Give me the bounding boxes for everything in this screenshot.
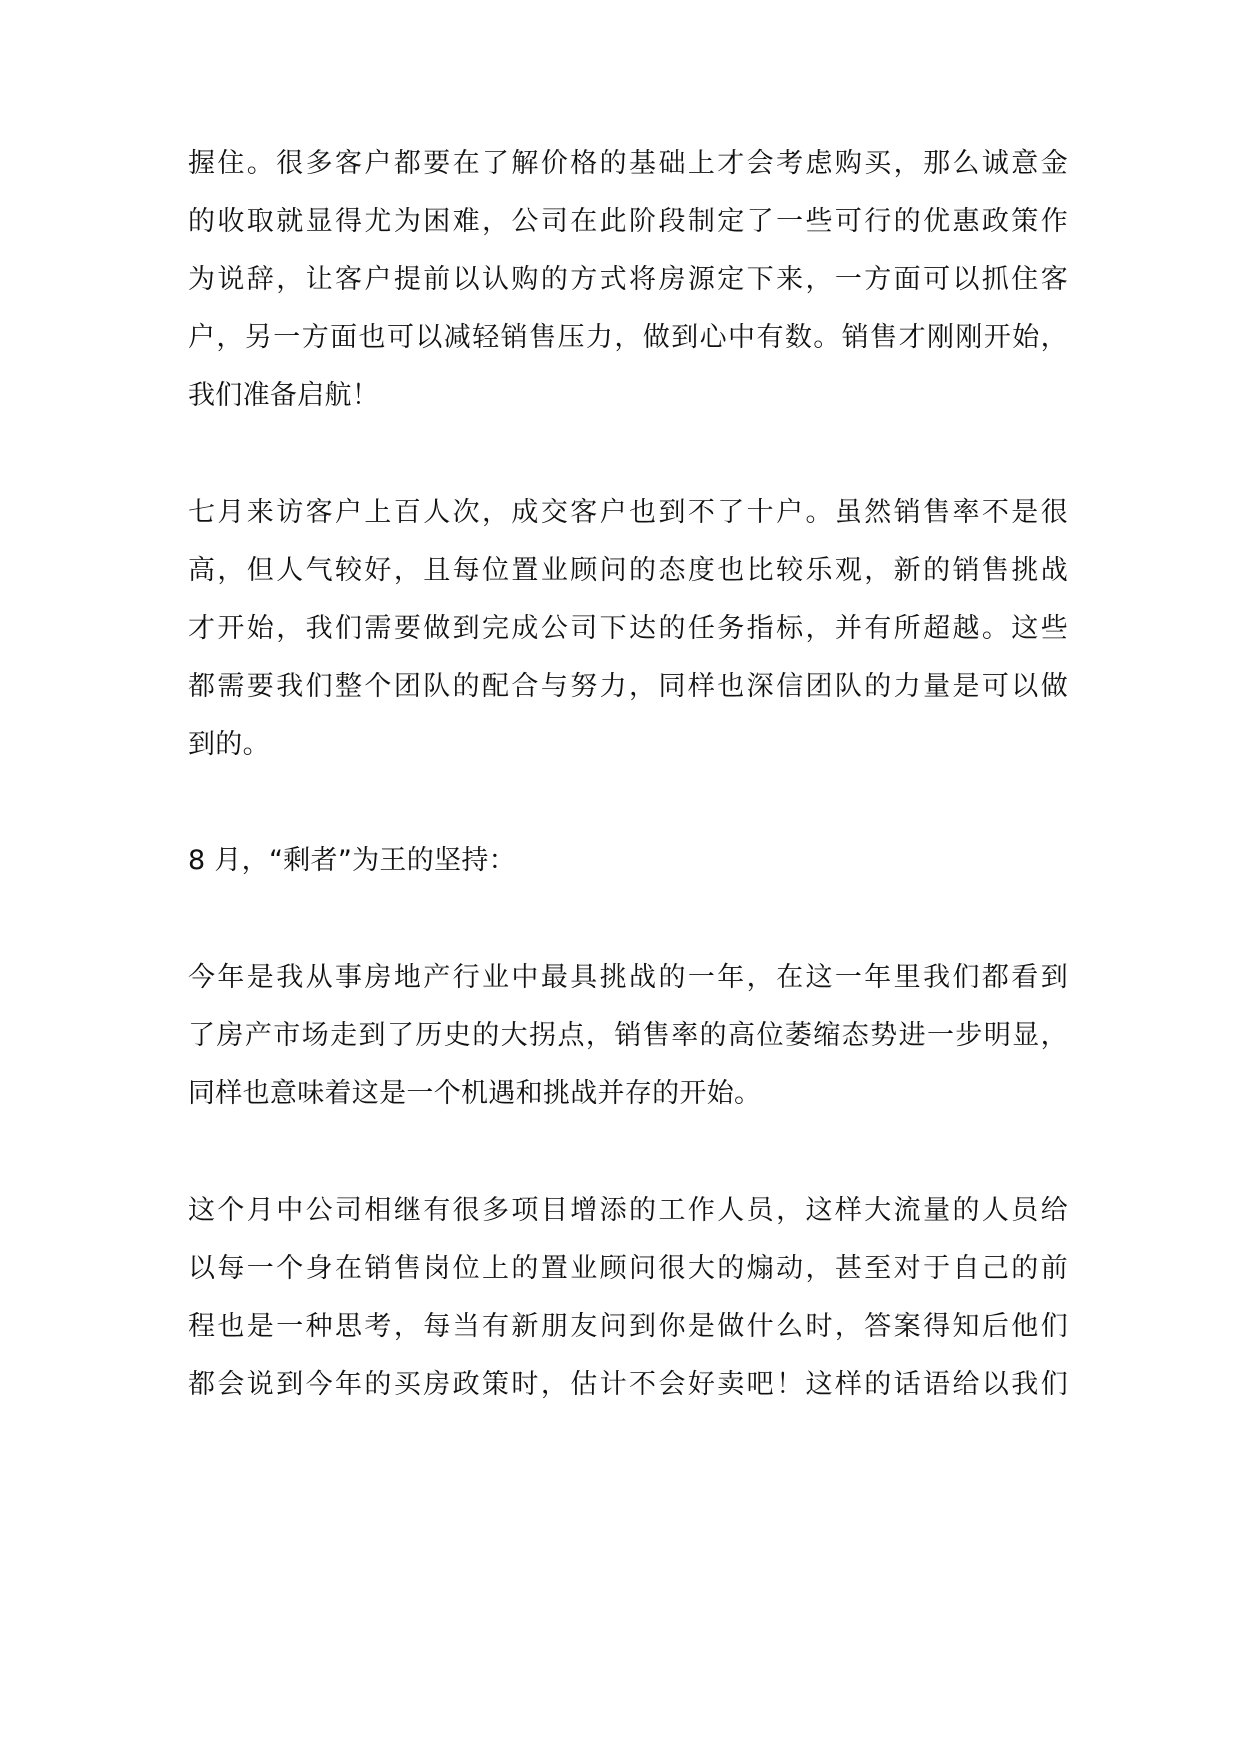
section-heading-august: 8 月，“剩者”为王的坚持：	[188, 845, 516, 876]
paragraph-1-line-2: 的收取就显得尤为困难，公司在此阶段制定了一些可行的优惠政策作	[188, 206, 1068, 237]
paragraph-4-line-1: 今年是我从事房地产行业中最具挑战的一年，在这一年里我们都看到	[188, 962, 1068, 993]
paragraph-2-line-3: 才开始，我们需要做到完成公司下达的任务指标，并有所超越。这些	[188, 613, 1068, 644]
paragraph-1-line-4: 户，另一方面也可以减轻销售压力，做到心中有数。销售才刚刚开始，	[188, 322, 1068, 353]
paragraph-1-line-1: 握住。很多客户都要在了解价格的基础上才会考虑购买，那么诚意金	[188, 148, 1068, 179]
paragraph-5-line-3: 程也是一种思考，每当有新朋友问到你是做什么时，答案得知后他们	[188, 1311, 1068, 1342]
paragraph-2-line-5: 到的。	[188, 729, 270, 760]
paragraph-4-line-3: 同样也意味着这是一个机遇和挑战并存的开始。	[188, 1078, 762, 1109]
paragraph-5-line-1: 这个月中公司相继有很多项目增添的工作人员，这样大流量的人员给	[188, 1195, 1068, 1226]
paragraph-5-line-4: 都会说到今年的买房政策时，估计不会好卖吧！这样的话语给以我们	[188, 1369, 1068, 1400]
paragraph-1-line-5: 我们准备启航！	[188, 380, 380, 411]
paragraph-2-line-4: 都需要我们整个团队的配合与努力，同样也深信团队的力量是可以做	[188, 671, 1068, 702]
paragraph-5-line-2: 以每一个身在销售岗位上的置业顾问很大的煽动，甚至对于自己的前	[188, 1253, 1068, 1284]
paragraph-2-line-2: 高，但人气较好，且每位置业顾问的态度也比较乐观，新的销售挑战	[188, 555, 1068, 586]
paragraph-4-line-2: 了房产市场走到了历史的大拐点，销售率的高位萎缩态势进一步明显，	[188, 1020, 1068, 1051]
paragraph-2-line-1: 七月来访客户上百人次，成交客户也到不了十户。虽然销售率不是很	[188, 497, 1068, 528]
paragraph-1-line-3: 为说辞，让客户提前以认购的方式将房源定下来，一方面可以抓住客	[188, 264, 1068, 295]
